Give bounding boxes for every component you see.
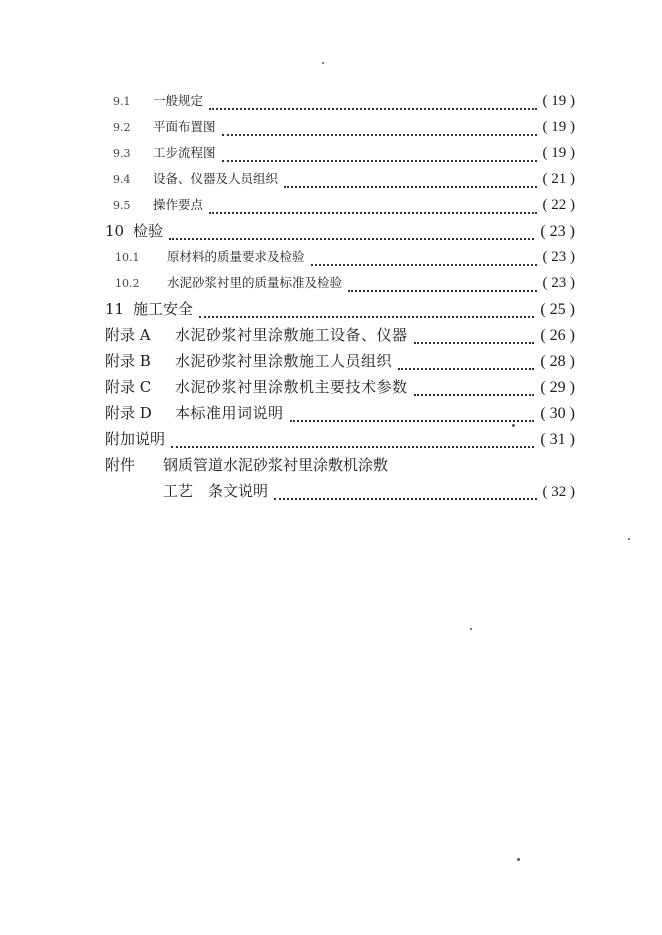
section-title: 水泥砂浆衬里的质量标准及检验: [167, 275, 343, 290]
page-number: ( 28 ): [540, 353, 575, 370]
page-number: ( 29 ): [540, 379, 575, 396]
dot-leader: [398, 367, 534, 370]
section-number: 10.2: [115, 277, 140, 290]
toc-entry-10-1[interactable]: [105, 244, 575, 270]
section-title: 平面布置图: [153, 119, 216, 134]
page-number: ( 21 ): [542, 171, 575, 187]
dot-leader: [209, 107, 536, 110]
section-number: 9.5: [113, 199, 131, 212]
section-title: 水泥砂浆衬里涂敷机主要技术参数: [175, 378, 408, 396]
section-title: 设备、仪器及人员组织: [153, 171, 279, 186]
scan-speck: [628, 538, 630, 540]
page-number: ( 23 ): [542, 275, 575, 291]
toc-entry-11[interactable]: [105, 296, 575, 322]
section-number: 11: [105, 300, 125, 318]
dot-leader: [414, 393, 535, 396]
dot-leader: [222, 133, 537, 136]
section-title: 水泥砂浆衬里涂敷施工人员组织: [175, 352, 393, 370]
section-title: 钢质管道水泥砂浆衬里涂敷机涂敷: [163, 456, 389, 474]
appendix-label: 附录 D: [105, 404, 152, 422]
section-title: 一般规定: [153, 93, 204, 108]
toc-entry-additional-notes[interactable]: [105, 426, 575, 452]
toc-entry-9-4[interactable]: [105, 166, 575, 192]
section-title: 附加说明: [105, 430, 166, 448]
dot-leader: [199, 315, 534, 318]
section-number: 10.1: [115, 251, 140, 264]
dot-leader: [274, 497, 536, 500]
scan-speck: [517, 858, 520, 861]
dot-leader: [311, 263, 537, 266]
page-number: ( 19 ): [542, 145, 575, 161]
section-title: 施工安全: [133, 300, 194, 318]
appendix-label: 附录 C: [105, 378, 152, 396]
section-title: 原材料的质量要求及检验: [167, 249, 305, 264]
toc-entry-appendix-c[interactable]: [105, 374, 575, 400]
toc-entry-appendix-a[interactable]: [105, 322, 575, 348]
appendix-label: 附录 A: [105, 326, 151, 344]
page-number: ( 25 ): [540, 301, 575, 318]
dot-leader: [348, 289, 536, 292]
toc-entry-attachment[interactable]: [105, 452, 575, 478]
dot-leader: [222, 159, 537, 162]
toc-entry-appendix-d[interactable]: [105, 400, 575, 426]
scan-speck: [470, 628, 472, 630]
page-number: ( 32 ): [542, 484, 575, 500]
page-number: ( 23 ): [542, 249, 575, 265]
section-title-continued: 工艺 条文说明: [163, 482, 269, 500]
dot-leader: [169, 237, 534, 240]
section-number: 10: [105, 222, 125, 240]
scan-speck: [322, 62, 324, 64]
section-title: 操作要点: [153, 197, 204, 212]
section-title: 水泥砂浆衬里涂敷施工设备、仪器: [175, 326, 408, 344]
scan-speck: [512, 424, 515, 427]
section-number: 9.4: [113, 173, 131, 186]
toc-entry-appendix-b[interactable]: [105, 348, 575, 374]
toc-entry-9-2[interactable]: [105, 114, 575, 140]
page-number: ( 19 ): [542, 119, 575, 135]
dot-leader: [171, 445, 534, 448]
attachment-label: 附件: [105, 456, 136, 474]
toc-entry-9-5[interactable]: [105, 192, 575, 218]
dot-leader: [209, 211, 536, 214]
toc-entry-10[interactable]: [105, 218, 575, 244]
section-title: 检验: [133, 222, 164, 240]
dot-leader: [414, 341, 535, 344]
page-number: ( 31 ): [540, 431, 575, 448]
section-title: 本标准用词说明: [175, 404, 284, 422]
toc-entry-9-1[interactable]: [105, 88, 575, 114]
toc-entry-9-3[interactable]: [105, 140, 575, 166]
toc-entry-10-2[interactable]: [105, 270, 575, 296]
page-number: ( 26 ): [540, 327, 575, 344]
page-number: ( 30 ): [540, 405, 575, 422]
table-of-contents: [105, 88, 575, 504]
appendix-label: 附录 B: [105, 352, 151, 370]
toc-entry-attachment-continued[interactable]: [105, 478, 575, 504]
section-title: 工步流程图: [153, 145, 216, 160]
page-number: ( 22 ): [542, 197, 575, 213]
dot-leader: [290, 419, 535, 422]
section-number: 9.1: [113, 95, 131, 108]
dot-leader: [284, 185, 536, 188]
page-number: ( 23 ): [540, 223, 575, 240]
section-number: 9.2: [113, 121, 131, 134]
section-number: 9.3: [113, 147, 131, 160]
page-number: ( 19 ): [542, 93, 575, 109]
